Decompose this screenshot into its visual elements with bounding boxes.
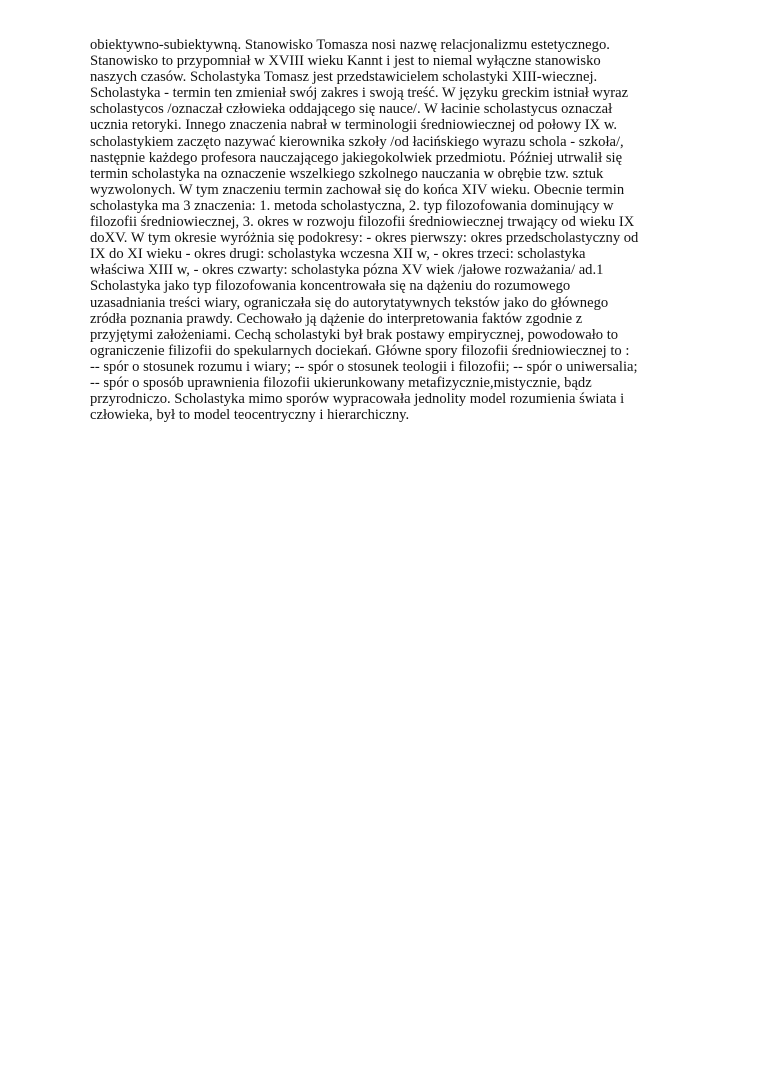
text-line: Scholastyka jako typ filozofowania koncentrowała się na dążeniu do rozumowego bbox=[90, 278, 571, 295]
text-line: zródła poznania prawdy. Cechowało ją dążenie do interpretowania faktów zgodnie z bbox=[90, 310, 583, 327]
text-line: uzasadniania treści wiary, ograniczała się do autorytatywnych tekstów jako do głównego bbox=[90, 294, 609, 311]
text-line: scholastyka ma 3 znaczenia: 1. metoda scholastyczna, 2. typ filozofowania dominujący w bbox=[90, 197, 614, 214]
text-line: -- spór o sposób uprawnienia filozofii ukierunkowany metafizycznie,mistycznie, bądz bbox=[90, 374, 592, 391]
text-line: termin scholastyka na oznaczenie wszelkiego szkolnego nauczania w obrębie tzw. sztuk bbox=[90, 165, 604, 182]
text-line: IX do XI wieku - okres drugi: scholastyka wczesna XII w, - okres trzeci: scholastyka bbox=[90, 246, 586, 263]
text-line: człowieka, był to model teocentryczny i hierarchiczny. bbox=[90, 407, 410, 424]
text-line: Stanowisko to przypomniał w XVIII wieku Kannt i jest to niemal wyłączne stanowisko bbox=[90, 53, 601, 70]
text-line: przyjętymi założeniami. Cechą scholastyki był brak postawy empirycznej, powodowało to bbox=[90, 326, 619, 343]
text-line: właściwa XIII w, - okres czwarty: scholastyka pózna XV wiek /jałowe rozważania/ ad.1 bbox=[90, 262, 604, 279]
text-line: następnie każdego profesora nauczającego jakiegokolwiek przedmiotu. Później utrwalił się bbox=[90, 149, 623, 166]
text-line: naszych czasów. Scholastyka Tomasz jest przedstawicielem scholastyki XIII-wiecznej. bbox=[90, 69, 598, 86]
text-line: Scholastyka - termin ten zmieniał swój zakres i swoją treść. W języku greckim istniał wyraz bbox=[90, 85, 629, 102]
text-line: obiektywno-subiektywną. Stanowisko Tomasza nosi nazwę relacjonalizmu estetycznego. bbox=[90, 37, 610, 53]
text-line: doXV. W tym okresie wyróżnia się podokresy: - okres pierwszy: okres przedscholastyczny od bbox=[90, 230, 639, 247]
text-line: ucznia retoryki. Innego znaczenia nabrał w terminologii średniowiecznej od połowy IX w. bbox=[90, 117, 618, 134]
text-line: wyzwolonych. W tym znaczeniu termin zachował się do końca XIV wieku. Obecnie termin bbox=[90, 181, 625, 198]
text-line: scholastykiem zaczęto nazywać kierownika szkoły /od łacińskiego wyrazu schola - szkoła/, bbox=[90, 133, 624, 150]
text-line: scholastycos /oznaczał człowieka oddającego się nauce/. W łacinie scholastycus oznaczał bbox=[90, 101, 613, 118]
text-line: filozofii średniowiecznej, 3. okres w rozwoju filozofii średniowiecznej trwający od wieku IX bbox=[90, 214, 635, 231]
document-text bbox=[90, 37, 690, 423]
text-line: ograniczenie filizofii do spekularnych dociekań. Główne spory filozofii średniowiecznej to : bbox=[90, 342, 630, 359]
text-line: przyrodniczo. Scholastyka mimo sporów wypracowała jednolity model rozumienia świata i bbox=[90, 391, 625, 408]
text-line: -- spór o stosunek rozumu i wiary; -- spór o stosunek teologii i filozofii; -- spór o uniwersalia; bbox=[90, 358, 638, 375]
